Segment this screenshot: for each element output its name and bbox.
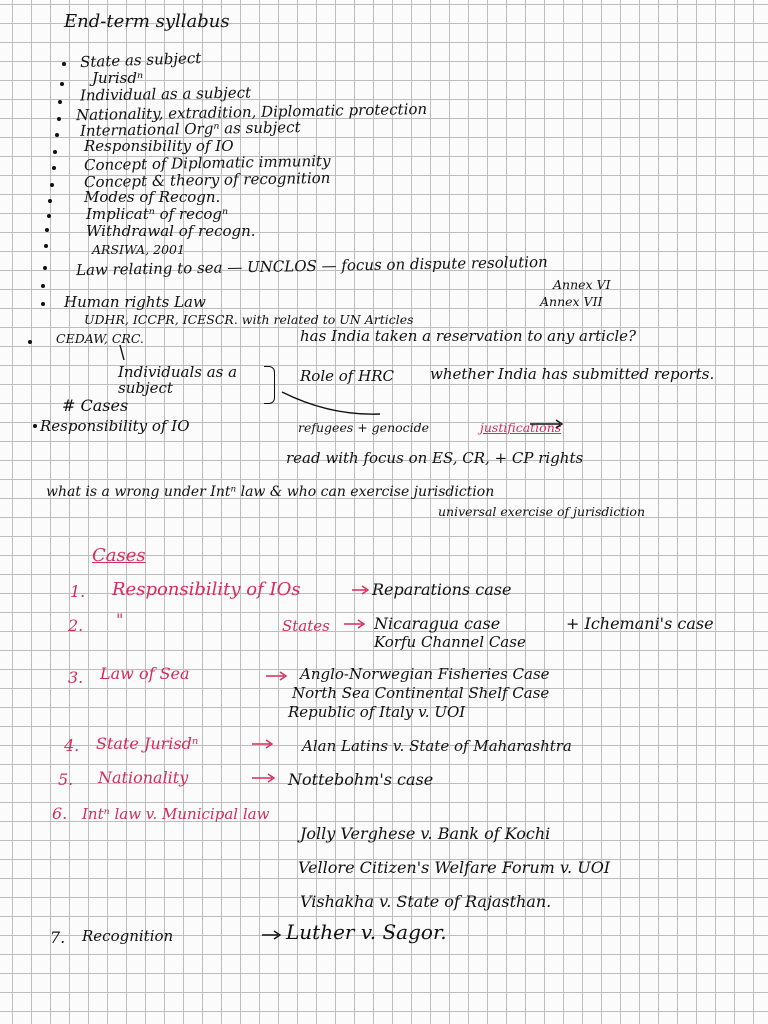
topic-india-reports: whether India has submitted reports.: [430, 365, 715, 383]
topic-law-of-sea: Law relating to sea — UNCLOS — focus on dispute resolution: [75, 252, 548, 280]
arrow-to-refugees: [282, 392, 380, 414]
topic-role-hrc: Role of HRC: [300, 367, 394, 385]
topic-individuals-as-subject: Individuals as a subject: [118, 363, 238, 397]
cases-heading: Cases: [92, 545, 146, 566]
topic-justifications: justifications: [480, 420, 562, 435]
case-number: 7.: [50, 928, 66, 947]
arrow-case-3: [266, 672, 286, 680]
topic-what-is-a-wrong: what is a wrong under Intⁿ law & who can exercise jurisdiction: [46, 484, 495, 500]
ditto-mark: ": [116, 610, 124, 629]
case-topic: Nationality: [98, 768, 189, 787]
case-name: Anglo-Norwegian Fisheries Case: [300, 665, 550, 683]
topic-udhr-iccpr: UDHR, ICCPR, ICESCR. with related to UN Articles: [84, 312, 414, 327]
case-name: Vishakha v. State of Rajasthan.: [300, 892, 552, 911]
topic-cases-hash: # Cases: [62, 396, 129, 415]
case-number: 5.: [58, 770, 74, 789]
case-topic: Law of Sea: [100, 664, 190, 683]
topic-annex-vi: Annex VI: [553, 277, 611, 292]
topic-modes-of-recognition: Modes of Recogn.: [84, 188, 221, 206]
case-name: Reparations case: [372, 580, 512, 599]
case-name: Republic of Italy v. UOI: [288, 703, 466, 721]
topic-refugees-genocide: refugees + genocide: [298, 420, 430, 435]
topic-cedaw-crc: CEDAW, CRC.: [56, 331, 144, 346]
arrow-case-7: [262, 931, 280, 939]
case-name: Jolly Verghese v. Bank of Kochi: [300, 824, 551, 843]
case-extra: + Ichemani's case: [566, 614, 714, 633]
topic-arsiwa: ARSIWA, 2001: [92, 242, 185, 257]
topic-read-with-focus: read with focus on ES, CR, + CP rights: [286, 449, 584, 467]
case-number: 4.: [64, 736, 80, 755]
topic-individual-as-subject: Individual as a subject: [79, 83, 252, 105]
topic-nationality: Nationality, extradition, Diplomatic protection: [75, 99, 428, 125]
topic-universal-jurisdiction: universal exercise of jurisdiction: [438, 504, 646, 519]
case-number: 1.: [70, 582, 86, 601]
topic-implication-recognition: Implicatⁿ of recogⁿ: [86, 205, 229, 223]
case-name: North Sea Continental Shelf Case: [292, 684, 550, 702]
topic-responsibility-io: Responsibility of IO: [84, 137, 234, 155]
case-topic: Responsibility of IOs: [112, 579, 301, 600]
topic-responsibility-io-2: Responsibility of IO: [40, 417, 190, 435]
arrow-case-2: [344, 620, 364, 628]
topic-recognition-theory: Concept & theory of recognition: [83, 168, 331, 192]
case-topic: State Jurisdⁿ: [96, 734, 199, 753]
case-topic: Recognition: [82, 927, 174, 945]
topic-annex-vii: Annex VII: [540, 294, 603, 309]
case-topic: States: [282, 617, 330, 635]
arrow-case-5: [252, 774, 274, 782]
arrow-justifications: [530, 420, 562, 428]
topic-india-reservation: has India taken a reservation to any article?: [300, 327, 637, 345]
case-name: Nottebohm's case: [288, 770, 434, 789]
arrow-case-4: [252, 740, 272, 748]
topic-withdrawal-recognition: Withdrawal of recogn.: [86, 222, 256, 240]
topic-diplomatic-immunity: Concept of Diplomatic immunity: [83, 151, 331, 175]
arrow-case-1: [352, 586, 368, 594]
case-name: Luther v. Sagor.: [286, 920, 447, 944]
topic-state-as-subject: State as subject: [79, 48, 202, 72]
arrow-down: [120, 345, 124, 360]
case-number: 2.: [68, 616, 84, 635]
case-name: Nicaragua case: [374, 614, 501, 633]
topic-jurisdiction: Jurisdⁿ: [92, 69, 144, 87]
case-number: 3.: [68, 668, 84, 687]
topic-international-org: International Orgⁿ as subject: [79, 118, 301, 140]
case-name: Vellore Citizen's Welfare Forum v. UOI: [298, 858, 611, 877]
case-name: Alan Latins v. State of Maharashtra: [302, 737, 572, 755]
case-number: 6.: [52, 804, 68, 823]
topic-human-rights-law: Human rights Law: [64, 293, 206, 311]
case-topic: Intⁿ law v. Municipal law: [82, 805, 270, 823]
page-title: End-term syllabus: [64, 11, 230, 32]
case-name: Korfu Channel Case: [374, 633, 526, 651]
